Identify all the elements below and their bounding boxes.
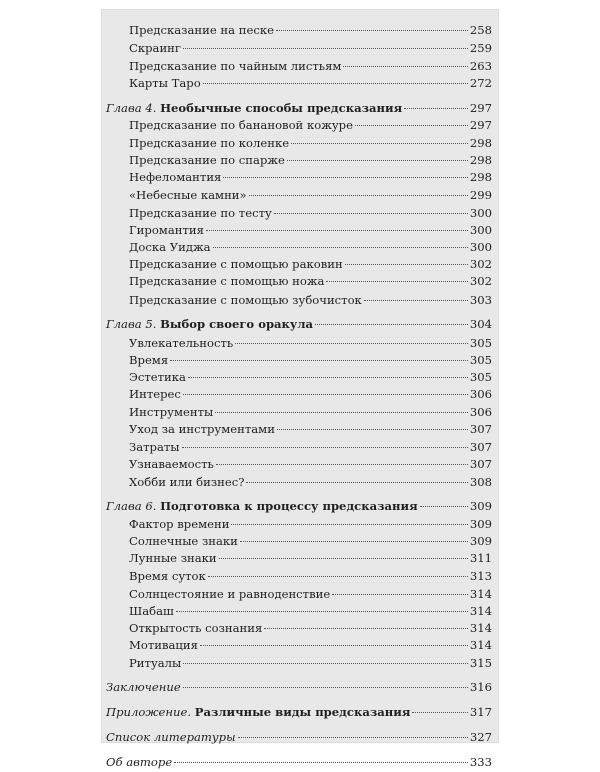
toc-entry-title	[106, 752, 172, 772]
page-number: 307	[469, 439, 492, 454]
toc-entry-title	[106, 677, 181, 697]
toc-chapter-entry[interactable]	[106, 677, 492, 697]
page-number: 297	[469, 100, 492, 115]
page-number: 314	[469, 621, 492, 636]
dot-leader	[249, 195, 468, 196]
dot-leader	[276, 30, 468, 31]
page-number: 317	[469, 705, 492, 720]
dot-leader	[315, 324, 468, 325]
toc-entry-title	[106, 496, 418, 516]
chapter-label: Об авторе	[106, 755, 173, 770]
toc-entry-title: Ритуалы	[129, 656, 182, 671]
page-number: 305	[469, 352, 492, 367]
toc-chapter-entry[interactable]	[106, 496, 492, 516]
page-number: 298	[469, 135, 492, 150]
chapter-label: Глава 6.	[106, 498, 157, 513]
page-number: 303	[469, 292, 492, 307]
toc-entry-title: Предсказание по коленке	[129, 135, 290, 150]
page-number: 298	[469, 153, 492, 168]
dot-leader	[412, 712, 467, 713]
toc-entry[interactable]	[129, 454, 492, 474]
page-number: 308	[469, 474, 492, 489]
dot-leader	[240, 541, 468, 542]
page-number: 302	[469, 274, 492, 289]
dot-leader	[287, 160, 468, 161]
toc-entry-title: Предсказание по чайным листьям	[129, 58, 342, 73]
dot-leader	[326, 281, 467, 282]
toc-entry-title: Шабаш	[129, 603, 174, 618]
page-number: 315	[469, 656, 492, 671]
toc-entry[interactable]	[129, 472, 492, 492]
chapter-name: Необычные способы предсказания	[160, 100, 403, 115]
dot-leader	[206, 230, 468, 231]
toc-entry-title: Солнцестояние и равноденствие	[129, 586, 331, 601]
chapter-label: Приложение.	[106, 705, 192, 720]
dot-leader	[183, 394, 468, 395]
toc-entry[interactable]	[129, 635, 492, 655]
dot-leader	[345, 264, 468, 265]
toc-entry[interactable]	[129, 38, 492, 58]
dot-leader	[364, 300, 468, 301]
page-number: 306	[469, 387, 492, 402]
toc-entry-title: Предсказание с помощью ножа	[129, 274, 325, 289]
page-number: 298	[469, 170, 492, 185]
toc-entry[interactable]	[129, 566, 492, 586]
toc-entry-title: Нефеломантия	[129, 170, 222, 185]
toc-entry[interactable]	[129, 384, 492, 404]
toc-entry-title: Предсказание по банановой кожуре	[129, 117, 353, 132]
page-number: 302	[469, 257, 492, 272]
dot-leader	[343, 66, 467, 67]
dot-leader	[231, 524, 467, 525]
toc-chapter-entry[interactable]	[106, 752, 492, 772]
toc-entry-title: Солнечные знаки	[129, 534, 238, 549]
toc-entry-title: Фактор времени	[129, 516, 230, 531]
dot-leader	[183, 687, 468, 688]
toc-entry[interactable]	[129, 290, 492, 310]
toc-entry-title: Предсказание с помощью зубочисток	[129, 292, 362, 307]
toc-entry-title: Время	[129, 352, 169, 367]
dot-leader	[208, 576, 468, 577]
toc-chapter-entry[interactable]	[106, 727, 492, 747]
toc-entry-title: Скраинг	[129, 40, 181, 55]
dot-leader	[238, 737, 468, 738]
page-number: 299	[469, 187, 492, 202]
dot-leader	[183, 48, 468, 49]
toc-entry-title: Карты Таро	[129, 75, 201, 90]
chapter-label: Список литературы	[106, 730, 236, 745]
page-number: 316	[469, 680, 492, 695]
dot-leader	[182, 447, 468, 448]
toc-chapter-entry[interactable]	[106, 314, 492, 334]
chapter-name: Подготовка к процессу предсказания	[160, 498, 418, 513]
dot-leader	[264, 628, 468, 629]
page-number: 327	[469, 730, 492, 745]
toc-entry-title: Открытость сознания	[129, 621, 263, 636]
dot-leader	[183, 663, 468, 664]
toc-entry[interactable]	[129, 115, 492, 135]
dot-leader	[170, 360, 468, 361]
page-number: 314	[469, 603, 492, 618]
dot-leader	[277, 429, 468, 430]
toc-entry[interactable]	[129, 185, 492, 205]
chapter-label: Заключение	[106, 680, 181, 695]
toc-entry-title: Лунные знаки	[129, 551, 217, 566]
page-number: 263	[469, 58, 492, 73]
toc-entry-title: Хобби или бизнес?	[129, 474, 245, 489]
page-number: 309	[469, 516, 492, 531]
page-number: 300	[469, 205, 492, 220]
toc-entry-title: Узнаваемость	[129, 456, 214, 471]
toc-entry[interactable]	[129, 653, 492, 673]
toc-entry-title: Инструменты	[129, 405, 214, 420]
page-number: 304	[469, 317, 492, 332]
page-number: 305	[469, 335, 492, 350]
page-number: 300	[469, 222, 492, 237]
page-number: 309	[469, 534, 492, 549]
chapter-label: Глава 5.	[106, 317, 157, 332]
page-number: 259	[469, 40, 492, 55]
page-number: 307	[469, 422, 492, 437]
dot-leader	[355, 125, 468, 126]
dot-leader	[223, 177, 467, 178]
toc-entry-title: Предсказание на песке	[129, 23, 274, 38]
book-page	[102, 10, 498, 770]
dot-leader	[200, 645, 468, 646]
page-number: 314	[469, 638, 492, 653]
dot-leader	[215, 412, 468, 413]
chapter-name: Различные виды предсказания	[194, 705, 411, 720]
toc-entry-title: Доска Уиджа	[129, 240, 211, 255]
page-number: 307	[469, 456, 492, 471]
chapter-label: Глава 4.	[106, 100, 157, 115]
toc-entry-title: Эстетика	[129, 369, 186, 384]
page-number: 305	[469, 369, 492, 384]
toc-entry-title: Затраты	[129, 439, 180, 454]
page-number: 333	[469, 755, 492, 770]
toc-entry-title	[106, 314, 313, 334]
dot-leader	[188, 377, 468, 378]
page-number: 314	[469, 586, 492, 601]
toc-entry-title: Предсказание с помощью раковин	[129, 257, 343, 272]
toc-entry-title	[106, 702, 410, 722]
page-number: 306	[469, 405, 492, 420]
dot-leader	[291, 143, 468, 144]
dot-leader	[216, 464, 468, 465]
chapter-name: Выбор своего оракула	[160, 317, 314, 332]
dot-leader	[246, 482, 467, 483]
page-number: 313	[469, 568, 492, 583]
dot-leader	[274, 213, 468, 214]
dot-leader	[332, 594, 468, 595]
page-number: 311	[469, 551, 492, 566]
toc-entry[interactable]	[129, 73, 492, 93]
toc-entry-title: Интерес	[129, 387, 181, 402]
toc-entry-title: Время суток	[129, 568, 206, 583]
toc-entry[interactable]	[129, 271, 492, 291]
dot-leader	[235, 343, 468, 344]
dot-leader	[203, 83, 468, 84]
toc-entry-title: «Небесные камни»	[129, 187, 247, 202]
page-number: 258	[469, 23, 492, 38]
dot-leader	[404, 108, 468, 109]
toc-entry-title: Предсказание по спарже	[129, 153, 285, 168]
toc-entry-title: Уход за инструментами	[129, 422, 275, 437]
page-number: 300	[469, 240, 492, 255]
dot-leader	[420, 506, 468, 507]
page-number: 297	[469, 117, 492, 132]
toc-chapter-entry[interactable]	[106, 702, 492, 722]
toc-entry-title: Предсказание по тесту	[129, 205, 272, 220]
toc-entry-title	[106, 727, 236, 747]
toc-entry-title: Мотивация	[129, 638, 198, 653]
dot-leader	[213, 247, 468, 248]
dot-leader	[176, 611, 468, 612]
page-number: 309	[469, 498, 492, 513]
dot-leader	[219, 558, 468, 559]
toc-entry-title: Гиромантия	[129, 222, 204, 237]
toc-entry-title: Увлекательность	[129, 335, 234, 350]
dot-leader	[174, 762, 468, 763]
page-number: 272	[469, 75, 492, 90]
